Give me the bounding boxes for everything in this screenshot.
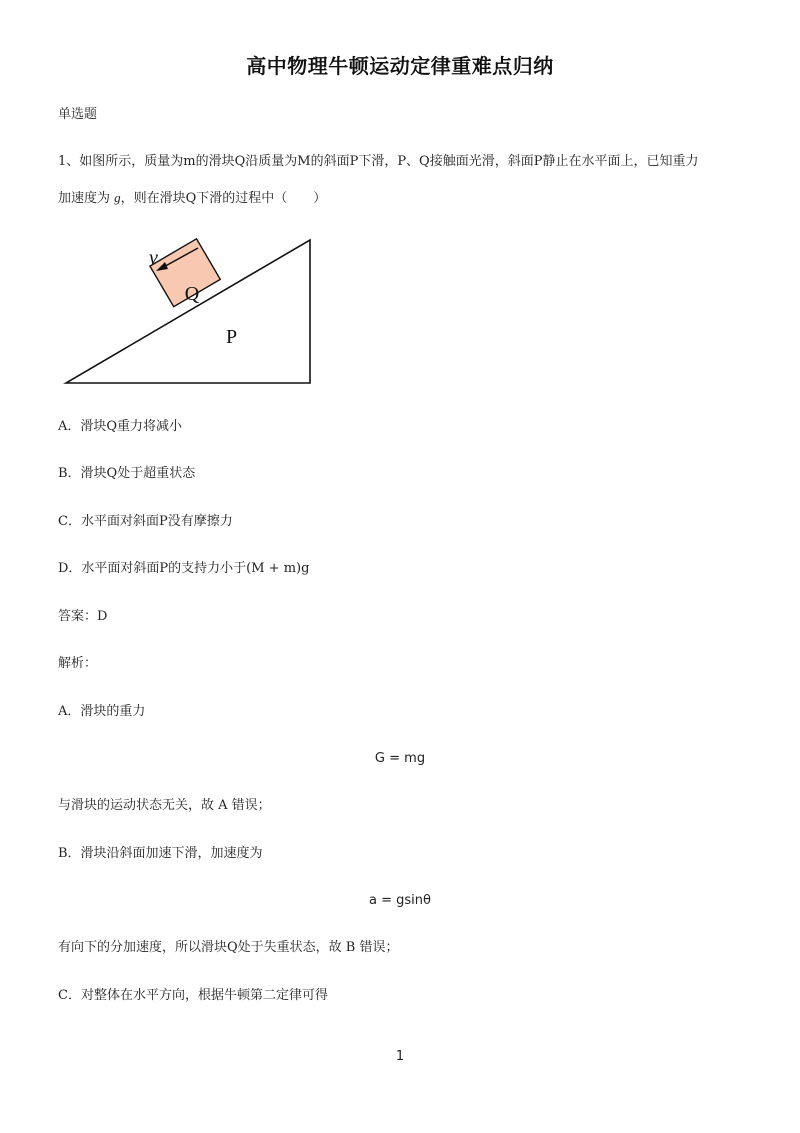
formula-acceleration: a = gsinθ (369, 893, 431, 908)
question-text-line2-a: 加速度为 (58, 191, 115, 206)
incline-diagram (58, 232, 328, 392)
velocity-label: v (149, 247, 158, 269)
analysis-label: 解析： (58, 656, 98, 671)
analysis-c-head: C．对整体在水平方向，根据牛顿第二定律可得 (58, 988, 328, 1003)
analysis-a-conclusion: 与滑块的运动状态无关，故 A 错误； (58, 798, 271, 813)
option-b: B．滑块Q处于超重状态 (58, 466, 196, 481)
page-title: 高中物理牛顿运动定律重难点归纳 (246, 54, 554, 78)
question-text-line2-b: ，则在滑块Q下滑的过程中（ ） (120, 191, 327, 206)
option-c: C．水平面对斜面P没有摩擦力 (58, 514, 233, 529)
analysis-a-head: A．滑块的重力 (58, 704, 146, 719)
block-q-label: Q (184, 283, 200, 305)
page-number: 1 (395, 1049, 405, 1064)
answer-line: 答案：D (58, 609, 108, 624)
option-a: A．滑块Q重力将减小 (58, 419, 183, 434)
analysis-b-conclusion: 有向下的分加速度，所以滑块Q处于失重状态，故 B 错误； (58, 940, 399, 955)
analysis-b-head: B．滑块沿斜面加速下滑，加速度为 (58, 846, 263, 861)
incline-figure (58, 232, 328, 392)
section-heading: 单选题 (58, 107, 98, 122)
gravity-variable: g (114, 190, 121, 205)
question-text-line1: 1、如图所示，质量为m的滑块Q沿质量为M的斜面P下滑，P、Q接触面光滑，斜面P静止在水平面上，已知重力 (58, 154, 699, 169)
formula-gravity: G = mg (374, 751, 426, 766)
question-text-line2 (58, 189, 748, 208)
incline-label: P (226, 326, 238, 348)
option-d: D．水平面对斜面P的支持力小于(M + m)g (58, 561, 310, 576)
